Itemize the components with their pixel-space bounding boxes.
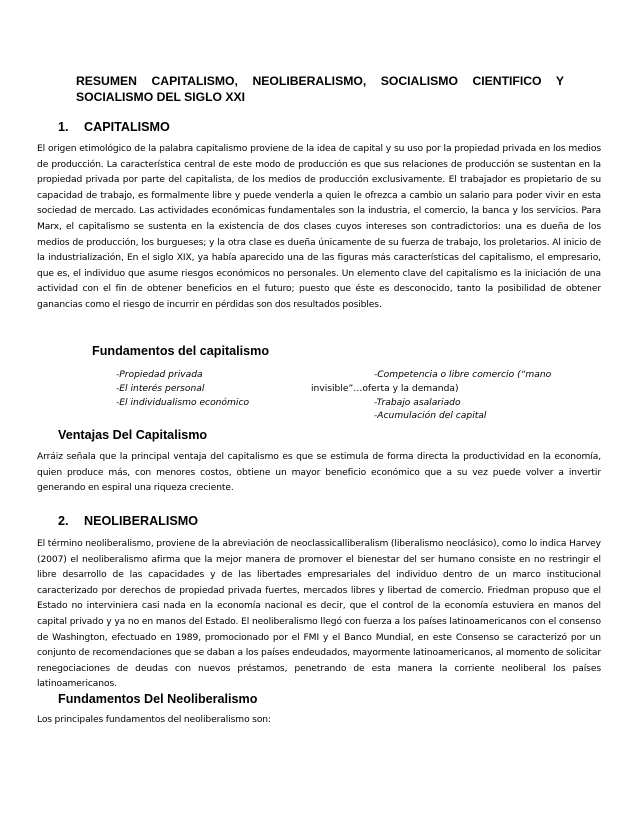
fundamentos-right-list (311, 369, 591, 424)
list-item: -El individualismo económico (116, 397, 250, 408)
ventajas-paragraph: Arráiz señala que la principal ventaja del capitalismo es que se estimula de forma directa la productividad en la economía, quien produce más, con menores costos, obtiene un mayor beneficio económico que a su vez puede volver a invertir generando en espiral una riqueza creciente. (37, 452, 601, 494)
list-item-continuation: invisible”…oferta y la demanda) (311, 383, 459, 394)
section-number: 2. (58, 514, 69, 528)
list-item: -Trabajo asalariado (374, 397, 461, 408)
list-item: -Acumulación del capital (374, 411, 487, 422)
list-item: -Competencia o libre comercio (“mano (374, 370, 552, 380)
capitalismo-paragraph: El origen etimológico de la palabra capitalismo proviene de la idea de capital y su uso por la propiedad privada en los medios de producción. La característica central de este modo de producción es que sus relaciones de producción se sustentan en la propiedad privada por parte del capitalista, de los medios de producción exclusivamente. El trabajador es propietario de su capacidad de trabajo, es formalmente libre y puede venderla a quien le ofrezca a cambio un salario para poder vivir en esta sociedad de mercado. Las actividades económicas fundamentales son la industria, el comercio, la banca y los servicios. Para Marx, el capitalismo se sustenta en la existencia de dos clases cuyos intereses son contradictorios: una es dueña de los medios de producción, los burgueses; y la otra clase es dueña únicamente de su fuerza de trabajo, los proletarios. Al inicio de la industrialización, En el siglo XIX, ya había aparecido una de las figuras más características del capitalismo, el empresario, que es, el individuo que asume riesgos económicos no personales. Un elemento clave del capitalismo es la iniciación de una actividad con el fin de obtener beneficios en el futuro; puesto que éste es desconocido, tanto la posibilidad de obtener ganancias como el riesgo de incurrir en pérdidas son dos resultados posibles. (37, 144, 601, 310)
list-item: -El interés personal (116, 383, 205, 394)
fundamentos-capitalismo-heading: Fundamentos del capitalismo (92, 344, 270, 358)
ventajas-heading: Ventajas Del Capitalismo (58, 428, 208, 442)
fundamentos-neoliberalismo-intro: Los principales fundamentos del neoliberalismo son: (37, 715, 271, 725)
neoliberalismo-paragraph: El término neoliberalismo, proviene de la abreviación de neoclassicalliberalism (liberalismo neoclásico), como lo indica Harvey (2007) el neoliberalismo afirma que la mejor manera de promover el bienestar del ser humano consiste en no restringir el libre desarrollo de las capacidades y de las libertades empresariales del individuo dentro de un marco institucional caracterizado por derechos de propiedad privada fuertes, mercados libres y libertad de comercio. Friedman propuso que el Estado no interviniera casi nada en la economía nacional es decir, que el control de la economía estuviera en manos del capital privado y ya no en manos del Estado. El neoliberalismo llegó con fuerza a los países latinoamericanos con el consenso de Washington, efectuado en 1989, promocionado por el FMI y el Banco Mundial, en este Consenso se caracterizó por un conjunto de recomendaciones que se daban a los países endeudados, mayormente latinoamericanos, al momento de solicitar renegociaciones de deudas con nuevos préstamos, penetrando de esta manera la corriente neoliberal los países latinoamericanos. (37, 539, 601, 690)
section-heading-neoliberalismo (58, 513, 198, 529)
fundamentos-neoliberalismo-heading: Fundamentos Del Neoliberalismo (58, 692, 258, 706)
section-number: 1. (58, 120, 69, 134)
document-title: RESUMEN CAPITALISMO, NEOLIBERALISMO, SOCIALISMO CIENTIFICO Y SOCIALISMO DEL SIGLO XXI (76, 74, 564, 104)
section-title: CAPITALISMO (84, 120, 170, 134)
list-item: -Propiedad privada (116, 370, 203, 380)
fundamentos-left-list (116, 369, 249, 410)
section-title: NEOLIBERALISMO (84, 514, 199, 528)
section-heading-capitalismo (58, 119, 170, 135)
